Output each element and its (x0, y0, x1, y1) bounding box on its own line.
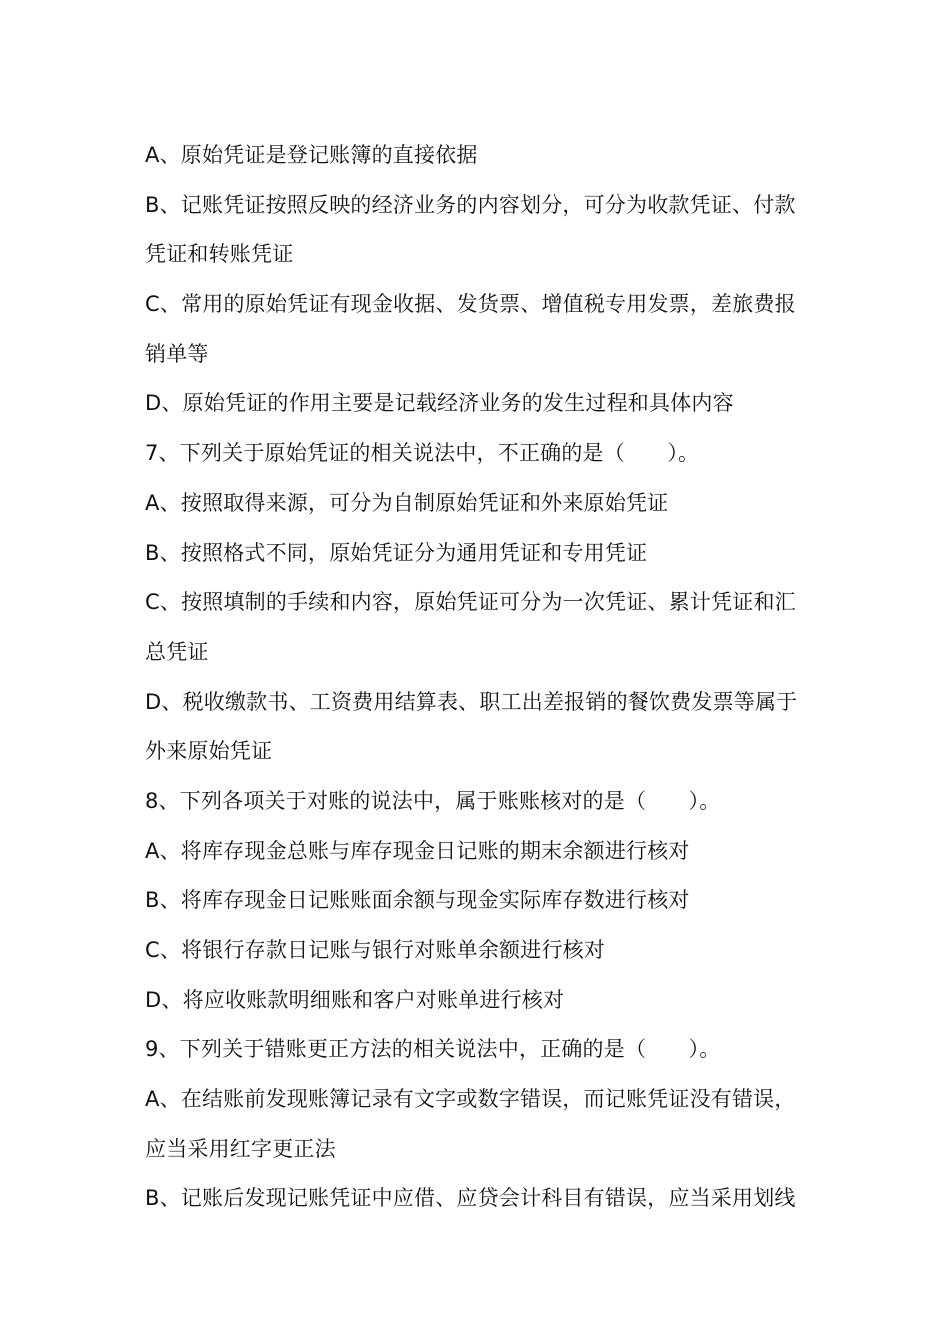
q7-option-b: B、按照格式不同，原始凭证分为通用凭证和专用凭证 (145, 540, 648, 565)
q9-option-b: B、记账后发现记账凭证中应借、应贷会计科目有错误，应当采用划线 (145, 1186, 796, 1211)
q8-option-b: B、将库存现金日记账账面余额与现金实际库存数进行核对 (145, 888, 690, 913)
option-c-line: C、常用的原始凭证有现金收据、发货票、增值税专用发票，差旅费报 (145, 292, 796, 317)
q7-option-a: A、按照取得来源，可分为自制原始凭证和外来原始凭证 (145, 490, 669, 515)
question-8: 8、下列各项关于对账的说法中，属于账账核对的是（ ）。 (145, 788, 721, 813)
q9-option-a-cont: 应当采用红字更正法 (145, 1136, 336, 1161)
q8-option-c: C、将银行存款日记账与银行对账单余额进行核对 (145, 938, 606, 962)
option-d-line: D、原始凭证的作用主要是记载经济业务的发生过程和具体内容 (145, 391, 734, 416)
q8-option-a: A、将库存现金总账与库存现金日记账的期末余额进行核对 (145, 838, 690, 863)
option-a-line: A、原始凭证是登记账簿的直接依据 (145, 143, 478, 167)
q9-option-a: A、在结账前发现账簿记录有文字或数字错误，而记账凭证没有错误， (145, 1087, 796, 1112)
document-body (145, 131, 813, 1224)
q7-option-c: C、按照填制的手续和内容，原始凭证可分为一次凭证、累计凭证和汇 (145, 590, 796, 615)
q7-option-c-cont: 总凭证 (145, 639, 209, 664)
option-c-line-cont: 销单等 (145, 341, 209, 366)
option-b-line-cont: 凭证和转账凭证 (145, 242, 294, 267)
question-9: 9、下列关于错账更正方法的相关说法中，正确的是（ ）。 (145, 1037, 721, 1062)
q7-option-d: D、税收缴款书、工资费用结算表、职工出差报销的餐饮费发票等属于 (145, 689, 798, 714)
q7-option-d-cont: 外来原始凭证 (145, 739, 273, 764)
question-7: 7、下列关于原始凭证的相关说法中，不正确的是（ ）。 (145, 441, 700, 466)
q8-option-d: D、将应收账款明细账和客户对账单进行核对 (145, 987, 565, 1012)
option-b-line: B、记账凭证按照反映的经济业务的内容划分，可分为收款凭证、付款 (145, 192, 796, 217)
